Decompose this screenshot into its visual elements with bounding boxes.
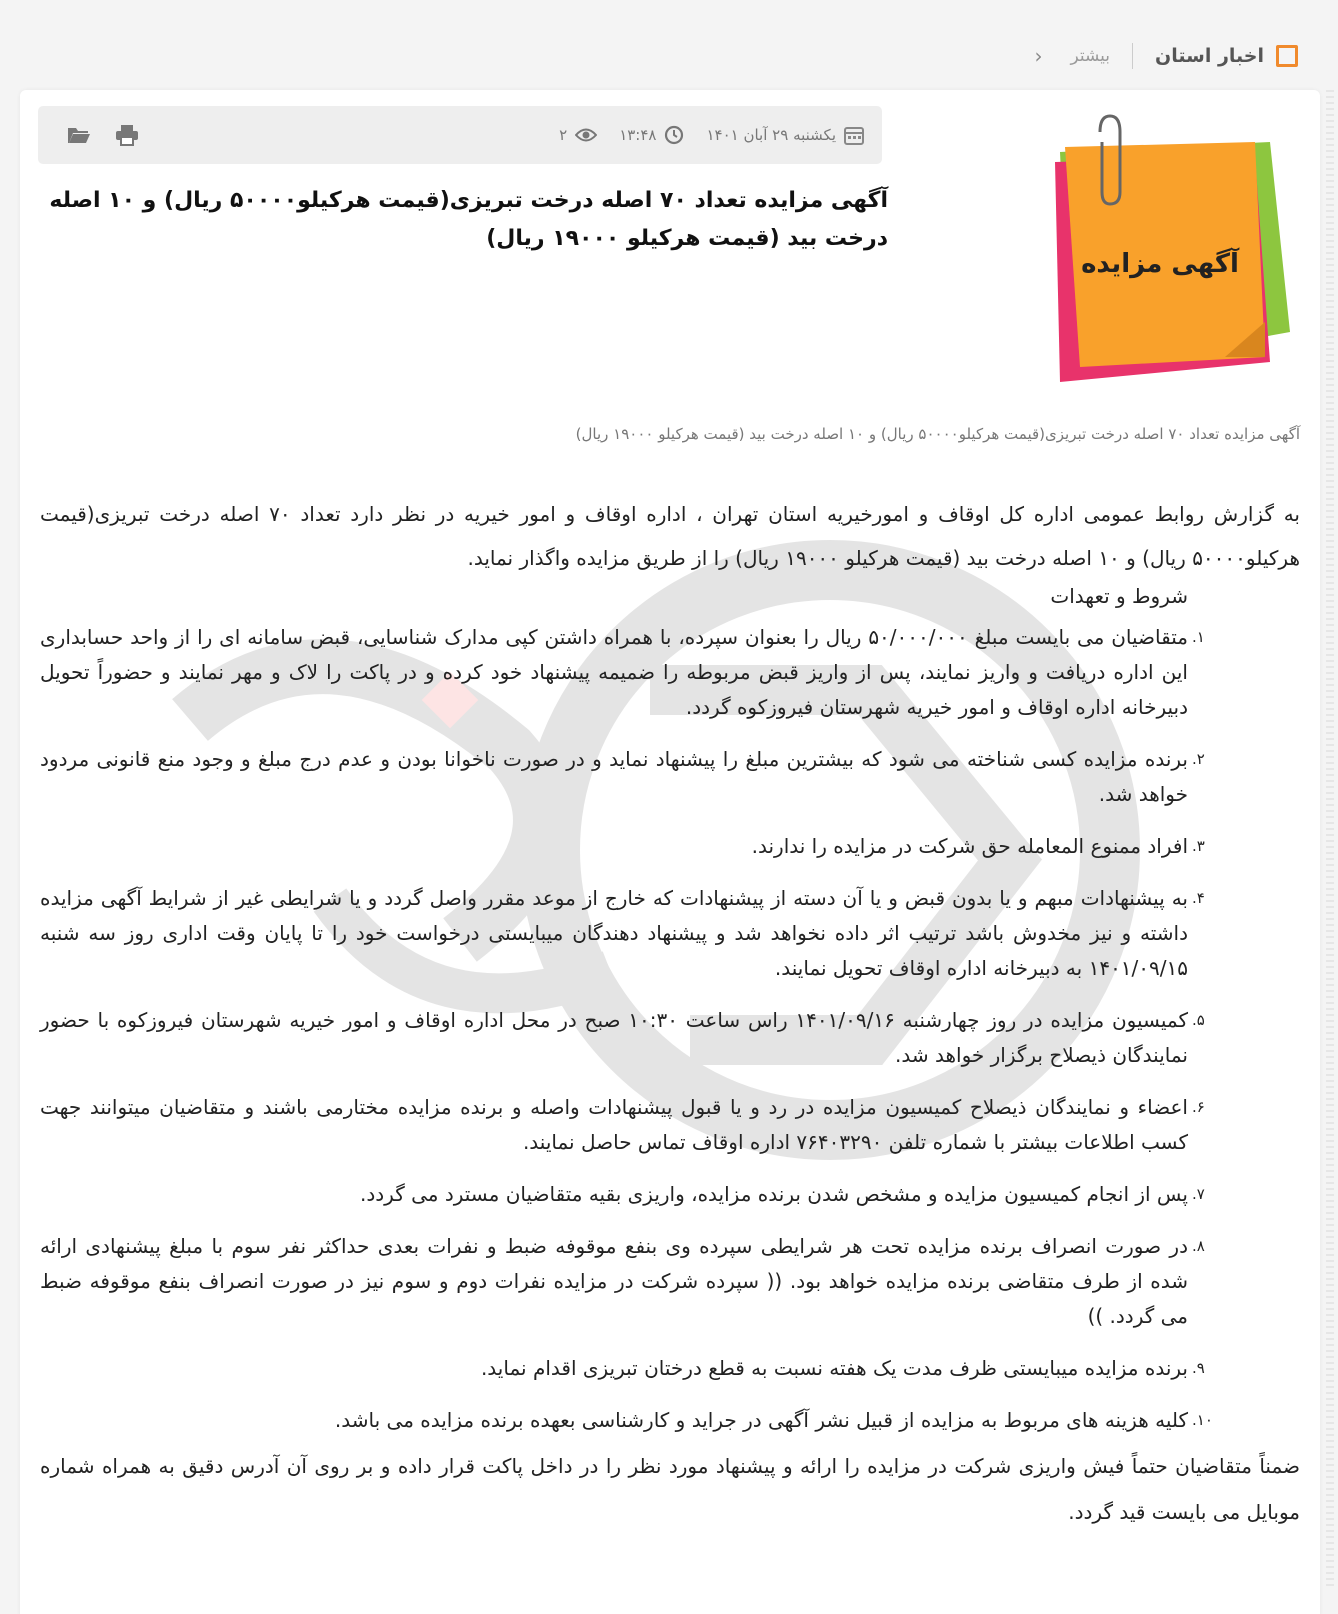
list-item [40,620,1220,725]
list-item [40,1090,1220,1160]
chevron-left-icon[interactable]: ‹ [1034,44,1043,68]
article-card [20,90,1320,1614]
image-caption: آگهی مزایده تعداد ۷۰ اصله درخت تبریزی(قیمت هرکیلو۵۰۰۰۰ ریال) و ۱۰ اصله درخت بید (قیمت هرکیلو ۱۹۰۰۰ ریال) [575,425,1300,443]
list-item-number: ۸. [1192,1237,1205,1255]
article-title: آگهی مزایده تعداد ۷۰ اصله درخت تبریزی(قیمت هرکیلو۵۰۰۰۰ ریال) و ۱۰ اصله درخت بید (قیمت هرکیلو ۱۹۰۰۰ ریال) [49,188,888,251]
list-item [40,742,1220,812]
list-item-number: ۲. [1192,750,1205,768]
list-item-number: ۵. [1192,1011,1205,1029]
list-item-text: برنده مزایده کسی شناخته می شود که بیشترین مبلغ را پیشنهاد نماید و در صورت ناخوانا بودن و عدم درج مبلغ و وجود منع قانونی مردود خواهد شد. [40,747,1188,806]
list-item [40,881,1220,986]
list-item [40,1003,1220,1073]
list-item-number: ۱. [1192,628,1205,646]
section-title: اخبار استان [1155,45,1264,67]
article-intro: به گزارش روابط عمومی اداره کل اوقاف و امورخیریه استان تهران ، اداره اوقاف و امور خیریه در نظر دارد تعداد ۷۰ اصله درخت تبریزی(قیمت هرکیلو۵۰۰۰۰ ریال) و ۱۰ اصله درخت بید (قیمت هرکیلو ۱۹۰۰۰ ریال) را از طریق مزایده واگذار نماید. [40,502,1300,570]
auction-notice-image [1040,112,1300,392]
list-item-number: ۹. [1192,1359,1205,1377]
section-header [40,36,1298,76]
list-item [40,1403,1220,1438]
list-item [40,829,1220,864]
list-item-number: ۴. [1192,889,1205,907]
clock-icon [664,125,684,145]
list-item-number: ۱۰. [1192,1411,1213,1429]
article-footer: ضمناً متقاضیان حتماً فیش واریزی شرکت در مزایده را ارائه و پیشنهاد مورد نظر را در داخل پاکت قرار داده و بر روی آن آدرس دقیق به همراه شماره موبایل می بایست قید گردد. [40,1454,1300,1524]
list-item-text: پس از انجام کمیسیون مزایده و مشخص شدن برنده مزایده، واریزی بقیه متقاضیان مسترد می گردد. [360,1182,1188,1206]
list-item-text: به پیشنهادات مبهم و یا بدون قبض و یا آن دسته از پیشنهادات که خارج از موعد مقرر واصل گردد و یا شرایطی غیر از شرایط آگهی مزایده داشته و نیز مخدوش باشد ترتیب اثر داده نخواهد شد و پیشنهاد دهندگان میبایستی درخواست خود را تا پایان وقت اداری روز سه شنبه ۱۴۰۱/۰۹/۱۵ به دبیرخانه اداره اوقاف تحویل نمایند. [40,886,1188,980]
print-icon[interactable] [114,123,140,147]
list-item-text: متقاضیان می بایست مبلغ ۵۰/۰۰۰/۰۰۰ ریال را بعنوان سپرده، با همراه داشتن کپی مدارک شناسایی، قبض سامانه ای را از واحد حسابداری این اداره دریافت و واریز نمایند، پس از واریز قبض مربوطه را ضمیمه پیشنهاد خود کرده و در پاکت را لاک و مهر نمایند و حضوراً تحویل دبیرخانه اداره اوقاف و امور خیریه شهرستان فیروزکوه گردد. [40,625,1188,719]
date-meta [706,125,864,145]
views-count: ۲ [559,126,568,144]
list-item-number: ۶. [1192,1098,1205,1116]
list-item-text: اعضاء و نمایندگان ذیصلاح کمیسیون مزایده در رد و یا قبول پیشنهادات واصله و برنده مزایده مختارمی باشند و متقاضیان میتوانند جهت کسب اطلاعات بیشتر با شماره تلفن ۷۶۴۰۳۲۹۰ اداره اوقاف تماس حاصل نمایند. [40,1095,1188,1154]
meta-bar [38,106,882,164]
conditions-title: شروط و تعهدات [1050,584,1188,608]
section-square-icon [1276,45,1298,67]
header-divider [1132,43,1133,69]
calendar-icon [844,125,864,145]
list-item [40,1229,1220,1334]
eye-icon [575,127,597,143]
scrollbar-track [1326,90,1334,1590]
time-meta [619,125,684,145]
folder-icon[interactable] [66,123,92,147]
list-item-text: برنده مزایده میبایستی ظرف مدت یک هفته نسبت به قطع درختان تبریزی اقدام نماید. [480,1356,1188,1380]
list-item-number: ۷. [1192,1185,1205,1203]
views-meta [559,126,597,144]
list-item [40,1351,1220,1386]
list-item [40,1177,1220,1212]
date-text: یکشنبه ۲۹ آبان ۱۴۰۱ [706,126,836,144]
list-item-text: کمیسیون مزایده در روز چهارشنبه ۱۴۰۱/۰۹/۱۶ راس ساعت ۱۰:۳۰ صبح در محل اداره اوقاف و امور خیریه شهرستان فیروزکوه با حضور نمایندگان ذیصلاح برگزار خواهد شد. [40,1008,1189,1067]
time-text: ۱۳:۴۸ [619,126,657,144]
conditions-list [40,620,1220,1455]
image-label: آگهی مزایده [1081,249,1239,279]
list-item-text: افراد ممنوع المعامله حق شرکت در مزایده را ندارند. [751,834,1188,858]
list-item-number: ۳. [1192,837,1205,855]
list-item-text: کلیه هزینه های مربوط به مزایده از قبیل نشر آگهی در جراید و کارشناسی بعهده برنده مزایده می باشد. [334,1408,1188,1432]
list-item-text: در صورت انصراف برنده مزایده تحت هر شرایطی سپرده وی بنفع موقوفه ضبط و نفرات بعدی حداکثر نفر سوم با مبلغ پیشنهادی ارائه شده از طرف متقاضی برنده مزایده خواهد بود. (( سپرده شرکت در مزایده نفرات دوم و سوم نیز در صورت انصراف بنفع موقوفه ضبط می گردد. )) [40,1234,1188,1328]
more-link[interactable]: بیشتر [1070,46,1111,66]
